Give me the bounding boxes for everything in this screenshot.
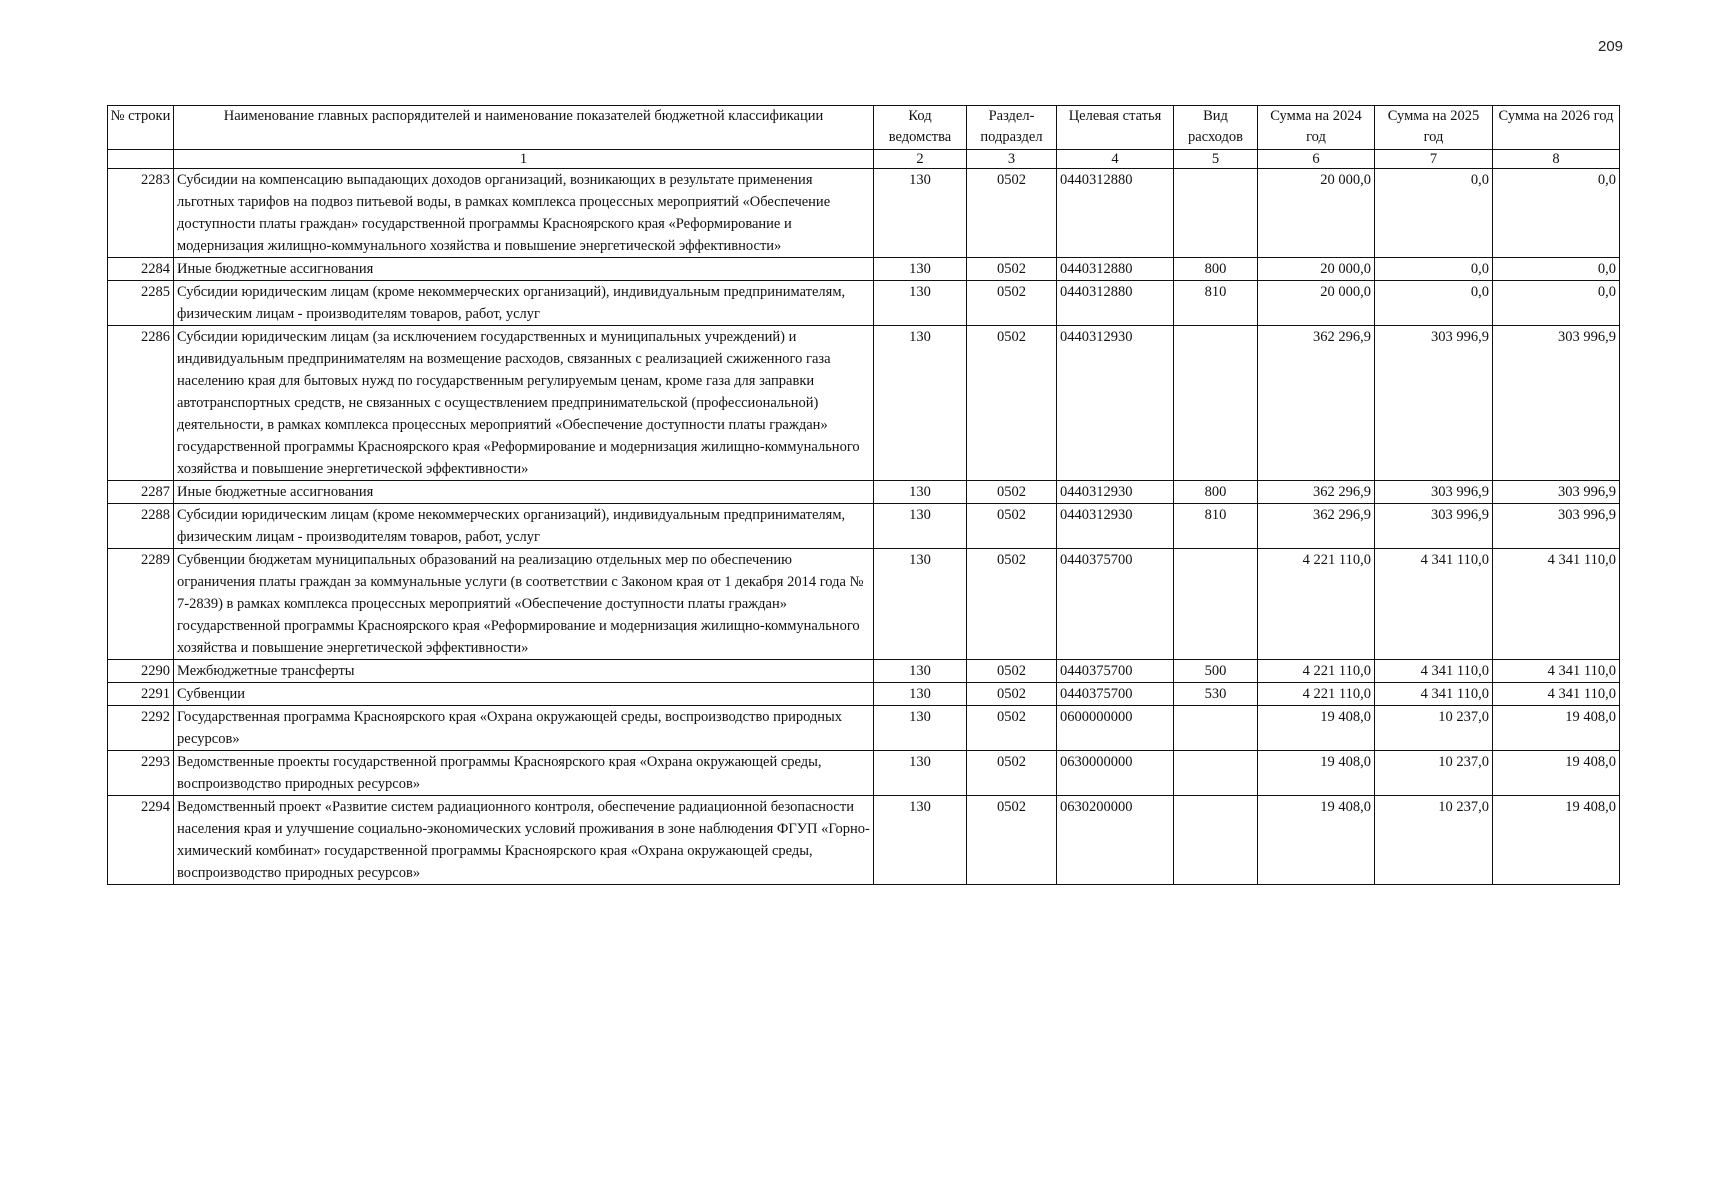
row-expense-type [1174,706,1258,751]
row-sum-2026: 4 341 110,0 [1493,549,1620,660]
row-name: Субсидии юридическим лицам (кроме некоммерческих организаций), индивидуальным предпринимателям, физическим лицам - производителям товаров, работ, услуг [174,281,874,326]
row-dept-code: 130 [874,281,967,326]
table-row [108,258,1620,281]
row-expense-type: 810 [1174,504,1258,549]
header-sum-2026: Сумма на 2026 год [1493,106,1620,150]
row-number: 2289 [108,549,174,660]
row-sum-2024: 20 000,0 [1258,169,1375,258]
row-section: 0502 [967,481,1057,504]
row-sum-2025: 4 341 110,0 [1375,549,1493,660]
row-name: Субвенции бюджетам муниципальных образований на реализацию отдельных мер по обеспечению ограничения платы граждан за коммунальные услуги (в соответствии с Законом края от 1 декабря 2014 года № 7-2839) в рамках комплекса процессных мероприятий «Обеспечение доступности платы граждан» государственной программы Красноярского края «Реформирование и модернизация жилищно-коммунального хозяйства и повышение энергетической эффективности» [174,549,874,660]
row-target: 0440375700 [1057,660,1174,683]
row-target: 0440312930 [1057,326,1174,481]
header-name: Наименование главных распорядителей и наименование показателей бюджетной классификации [174,106,874,150]
row-section: 0502 [967,660,1057,683]
row-sum-2024: 362 296,9 [1258,504,1375,549]
row-name: Иные бюджетные ассигнования [174,258,874,281]
header-dept-code: Код ведомства [874,106,967,150]
row-name: Ведомственные проекты государственной программы Красноярского края «Охрана окружающей среды, воспроизводство природных ресурсов» [174,751,874,796]
row-section: 0502 [967,683,1057,706]
budget-table [107,105,1620,885]
header-row [108,106,1620,150]
row-sum-2025: 303 996,9 [1375,326,1493,481]
row-dept-code: 130 [874,326,967,481]
row-target: 0440312880 [1057,258,1174,281]
header-expense-type: Вид расходов [1174,106,1258,150]
row-expense-type [1174,326,1258,481]
row-name: Ведомственный проект «Развитие систем радиационного контроля, обеспечение радиационной безопасности населения края и улучшение социально-экономических условий проживания в зоне наблюдения ФГУП «Горно-химический комбинат» государственной программы Красноярского края «Охрана окружающей среды, воспроизводство природных ресурсов» [174,796,874,885]
row-dept-code: 130 [874,660,967,683]
row-expense-type: 800 [1174,258,1258,281]
row-dept-code: 130 [874,549,967,660]
row-name: Межбюджетные трансферты [174,660,874,683]
row-section: 0502 [967,326,1057,481]
column-numbers-row [108,150,1620,169]
row-sum-2026: 4 341 110,0 [1493,660,1620,683]
row-name: Иные бюджетные ассигнования [174,481,874,504]
row-number: 2285 [108,281,174,326]
row-sum-2026: 19 408,0 [1493,796,1620,885]
row-target: 0600000000 [1057,706,1174,751]
row-dept-code: 130 [874,169,967,258]
row-sum-2025: 0,0 [1375,258,1493,281]
row-dept-code: 130 [874,751,967,796]
column-number: 3 [967,150,1057,169]
row-sum-2026: 19 408,0 [1493,751,1620,796]
header-section: Раздел-подраздел [967,106,1057,150]
row-number: 2286 [108,326,174,481]
page-number: 209 [1598,38,1624,55]
row-section: 0502 [967,751,1057,796]
row-sum-2026: 303 996,9 [1493,504,1620,549]
row-dept-code: 130 [874,796,967,885]
row-sum-2025: 10 237,0 [1375,751,1493,796]
row-sum-2026: 4 341 110,0 [1493,683,1620,706]
row-sum-2024: 19 408,0 [1258,751,1375,796]
row-sum-2024: 362 296,9 [1258,326,1375,481]
column-number: 8 [1493,150,1620,169]
table-row [108,504,1620,549]
row-section: 0502 [967,281,1057,326]
row-target: 0440312880 [1057,281,1174,326]
row-section: 0502 [967,504,1057,549]
row-number: 2283 [108,169,174,258]
header-sum-2024: Сумма на 2024 год [1258,106,1375,150]
row-name: Субвенции [174,683,874,706]
row-expense-type: 810 [1174,281,1258,326]
row-target: 0440375700 [1057,683,1174,706]
row-sum-2026: 0,0 [1493,258,1620,281]
table-row [108,706,1620,751]
row-dept-code: 130 [874,504,967,549]
row-sum-2026: 19 408,0 [1493,706,1620,751]
table-row [108,326,1620,481]
row-target: 0440312930 [1057,481,1174,504]
header-target: Целевая статья [1057,106,1174,150]
row-number: 2293 [108,751,174,796]
row-dept-code: 130 [874,258,967,281]
row-name: Государственная программа Красноярского края «Охрана окружающей среды, воспроизводство природных ресурсов» [174,706,874,751]
row-target: 0630200000 [1057,796,1174,885]
row-sum-2024: 19 408,0 [1258,706,1375,751]
row-expense-type [1174,169,1258,258]
row-expense-type [1174,796,1258,885]
row-name: Субсидии на компенсацию выпадающих доходов организаций, возникающих в результате применения льготных тарифов на подвоз питьевой воды, в рамках комплекса процессных мероприятий «Обеспечение доступности платы граждан» государственной программы Красноярского края «Реформирование и модернизация жилищно-коммунального хозяйства и повышение энергетической эффективности» [174,169,874,258]
column-number: 5 [1174,150,1258,169]
row-section: 0502 [967,706,1057,751]
table-body [108,169,1620,885]
row-dept-code: 130 [874,706,967,751]
table-row [108,169,1620,258]
row-sum-2025: 4 341 110,0 [1375,683,1493,706]
row-section: 0502 [967,796,1057,885]
row-sum-2024: 19 408,0 [1258,796,1375,885]
row-sum-2025: 0,0 [1375,281,1493,326]
row-number: 2288 [108,504,174,549]
row-sum-2024: 4 221 110,0 [1258,549,1375,660]
row-sum-2024: 4 221 110,0 [1258,683,1375,706]
row-expense-type: 800 [1174,481,1258,504]
column-number: 2 [874,150,967,169]
column-number: 6 [1258,150,1375,169]
table-row [108,281,1620,326]
row-number: 2287 [108,481,174,504]
row-sum-2024: 4 221 110,0 [1258,660,1375,683]
row-sum-2026: 303 996,9 [1493,481,1620,504]
header-sum-2025: Сумма на 2025 год [1375,106,1493,150]
row-sum-2025: 4 341 110,0 [1375,660,1493,683]
row-sum-2024: 362 296,9 [1258,481,1375,504]
row-expense-type [1174,549,1258,660]
row-number: 2294 [108,796,174,885]
column-number: 7 [1375,150,1493,169]
row-number: 2292 [108,706,174,751]
row-sum-2025: 0,0 [1375,169,1493,258]
row-number: 2284 [108,258,174,281]
row-section: 0502 [967,169,1057,258]
row-expense-type: 530 [1174,683,1258,706]
row-target: 0440312880 [1057,169,1174,258]
row-sum-2025: 303 996,9 [1375,481,1493,504]
column-number: 1 [174,150,874,169]
table-row [108,796,1620,885]
table-row [108,481,1620,504]
row-section: 0502 [967,258,1057,281]
header-row-no: № строки [108,106,174,150]
column-number [108,150,174,169]
row-name: Субсидии юридическим лицам (за исключением государственных и муниципальных учреждений) и индивидуальным предпринимателям на возмещение расходов, связанных с реализацией сжиженного газа населению края для бытовых нужд по государственным регулируемым ценам, кроме газа для заправки автотранспортных средств, не связанных с осуществлением предпринимательской (профессиональной) деятельности, в рамках комплекса процессных мероприятий «Обеспечение доступности платы граждан» государственной программы Красноярского края «Реформирование и модернизация жилищно-коммунального хозяйства и повышение энергетической эффективности» [174,326,874,481]
row-section: 0502 [967,549,1057,660]
row-sum-2025: 303 996,9 [1375,504,1493,549]
table-row [108,660,1620,683]
row-sum-2026: 303 996,9 [1493,326,1620,481]
row-target: 0440312930 [1057,504,1174,549]
row-sum-2024: 20 000,0 [1258,281,1375,326]
row-sum-2026: 0,0 [1493,281,1620,326]
row-target: 0440375700 [1057,549,1174,660]
table-row [108,683,1620,706]
row-sum-2025: 10 237,0 [1375,706,1493,751]
table-row [108,549,1620,660]
row-dept-code: 130 [874,481,967,504]
table-row [108,751,1620,796]
row-expense-type [1174,751,1258,796]
row-sum-2024: 20 000,0 [1258,258,1375,281]
row-sum-2026: 0,0 [1493,169,1620,258]
row-expense-type: 500 [1174,660,1258,683]
row-dept-code: 130 [874,683,967,706]
column-number: 4 [1057,150,1174,169]
row-target: 0630000000 [1057,751,1174,796]
row-number: 2290 [108,660,174,683]
row-sum-2025: 10 237,0 [1375,796,1493,885]
row-name: Субсидии юридическим лицам (кроме некоммерческих организаций), индивидуальным предпринимателям, физическим лицам - производителям товаров, работ, услуг [174,504,874,549]
row-number: 2291 [108,683,174,706]
